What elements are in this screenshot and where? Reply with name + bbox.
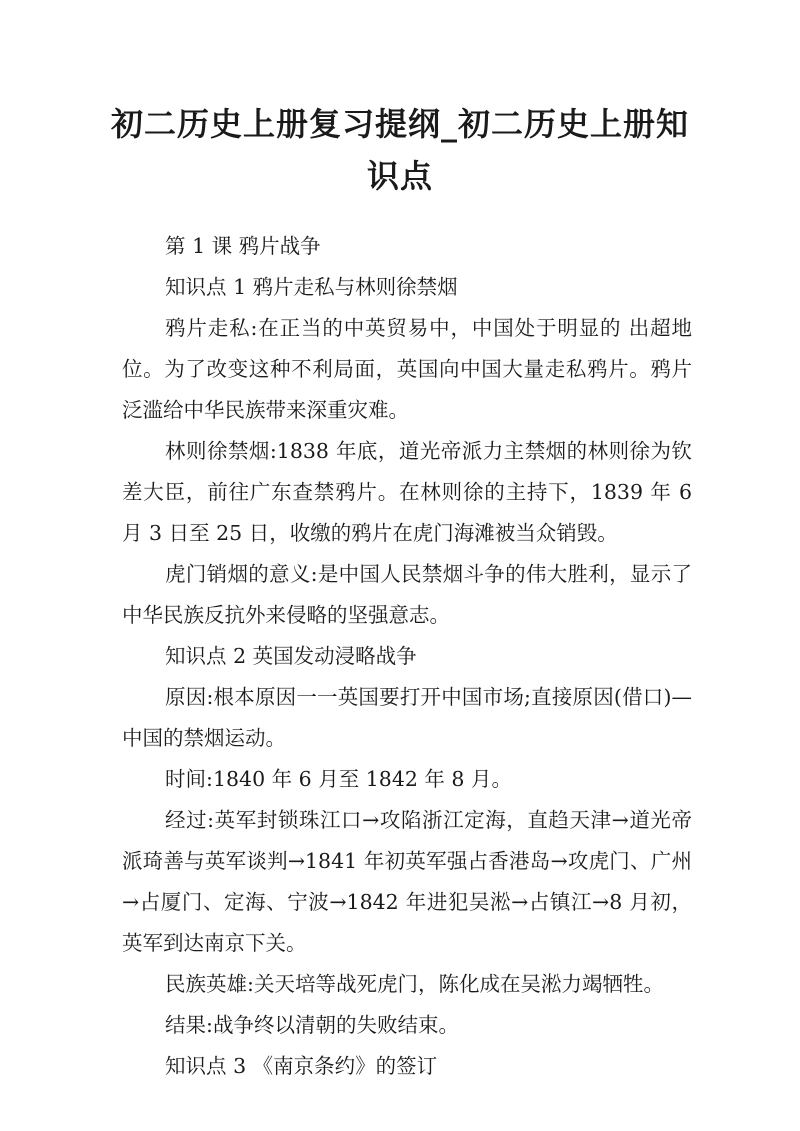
body-paragraph: 经过:英军封锁珠江口→攻陷浙江定海，直趋天津→道光帝派琦善与英军谈判→1841 年初英军强占香港岛→攻虎门、广州→占厦门、定海、宁波→1842 年进犯吴淞→占镇江→8 月初，英军到达南京下关。 [122, 808, 692, 955]
body-paragraph: 林则徐禁烟:1838 年底，道光帝派力主禁烟的林则徐为钦差大臣，前往广东查禁鸦片。在林则徐的主持下，1839 年 6 月 3 日至 25 日，收缴的鸦片在虎门海滩被当众销毁。 [122, 439, 692, 545]
body-paragraph: 虎门销烟的意义:是中国人民禁烟斗争的伟大胜利，显示了中华民族反抗外来侵略的坚强意志。 [122, 562, 692, 627]
section-heading: 知识点 1 鸦片走私与林则徐禁烟 [165, 275, 458, 299]
document-title: 初二历史上册复习提纲_初二历史上册知识点 [110, 105, 689, 195]
body-paragraph: 鸦片走私:在正当的中英贸易中，中国处于明显的 出超地位。为了改变这种不利局面，英国向中国大量走私鸦片。鸦片泛滥给中华民族带来深重灾难。 [122, 316, 692, 422]
body-paragraph: 民族英雄:关天培等战死虎门，陈化成在吴淞力竭牺牲。 [165, 972, 664, 996]
section-heading: 知识点 3 《南京条约》的签订 [165, 1054, 438, 1078]
document-body [122, 226, 692, 1087]
lesson-heading: 第 1 课 鸦片战争 [165, 234, 321, 258]
body-paragraph: 时间:1840 年 6 月至 1842 年 8 月。 [165, 767, 512, 791]
section-heading: 知识点 2 英国发动浸略战争 [165, 644, 417, 668]
body-paragraph: 原因:根本原因一一英国要打开中国市场;直接原因(借口)—中国的禁烟运动。 [122, 685, 692, 750]
body-paragraph: 结果:战争终以清朝的失败结束。 [165, 1013, 459, 1037]
